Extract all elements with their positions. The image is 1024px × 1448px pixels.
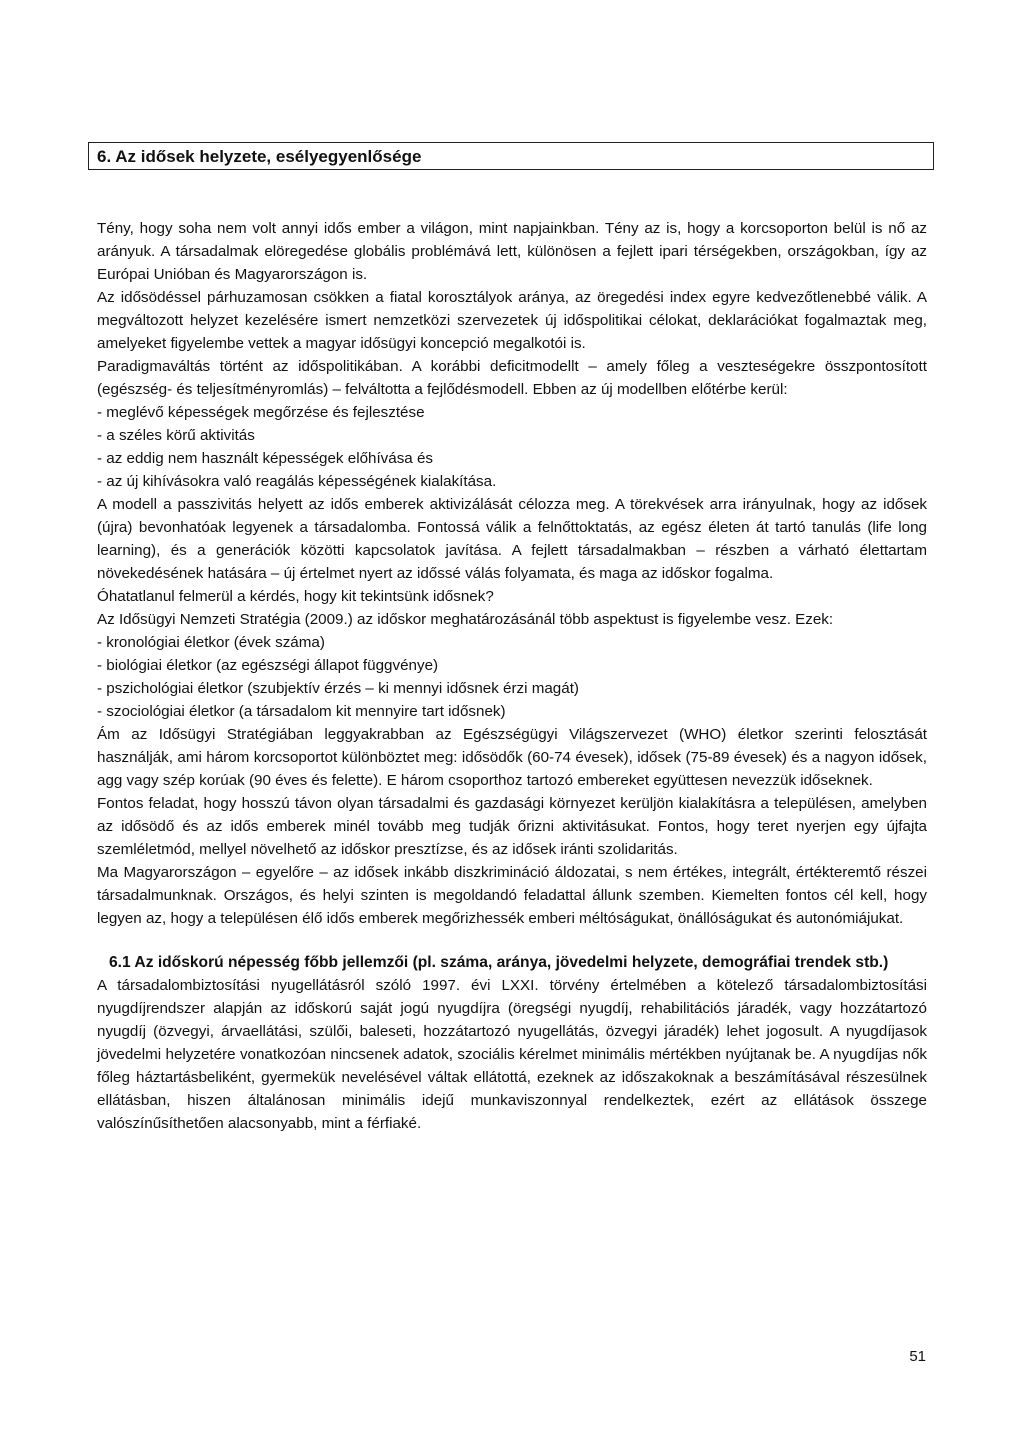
list-item: - a széles körű aktivitás [97,427,255,444]
subsection-paragraph: A társadalombiztosítási nyugellátásról szóló 1997. évi LXXI. törvény értelmében a kötelező társadalombiztosítási nyugdíjrendszer alapján az időskorú saját jogú nyugdíjra (öregségi nyugdíj, rehabilitációs járadék, vagy hozzátartozó nyugdíj (özvegyi, árvaellátási, szülői, baleseti, hozzátartozó nyugellátás, özvegyi járadék) lehet jogosult. A nyugdíjasok jövedelmi helyzetére vonatkozóan nincsenek adatok, szociális kérelmet minimális mértékben nyújtanak be. A nyugdíjas nők főleg háztartásbeliként, gyermekük nevelésével váltak ellátottá, ezeknek az időszakoknak a beszámításával részesülnek ellátásban, hiszen általánosan minimális idejű munkaviszonnyal rendelkeztek, ezért az ellátások összege valószínűsíthetően alacsonyabb, mint a férfiaké. [97,977,927,1132]
page-number: 51 [909,1348,926,1365]
paragraph: Az idősödéssel párhuzamosan csökken a fiatal korosztályok aránya, az öregedési index egyre kedvezőtlenebbé válik. A megváltozott helyzet kezelésére ismert nemzetközi szervezetek új időspolitikai célokat, deklarációkat fogalmaztak meg, amelyeket figyelembe vettek a magyar idősügyi koncepció megalkotói is. [97,289,927,352]
section-heading: 6. Az idősek helyzete, esélyegyenlősége [97,147,422,166]
paragraph: A modell a passzivitás helyett az idős emberek aktivizálását célozza meg. A törekvések arra irányulnak, hogy az idősek (újra) bevonhatóak legyenek a társadalomba. Fontossá válik a felnőttoktatás, az egész életen át tartó tanulás (life long learning), és a generációk közötti kapcsolatok javítása. A fejlett társadalmakban – részben a várható élettartam növekedésének hatására – új értelmet nyert az időssé válás folyamata, és maga az időskor fogalma. [97,496,927,582]
list-item: - pszichológiai életkor (szubjektív érzés – ki mennyi idősnek érzi magát) [97,680,579,697]
list-item: - az eddig nem használt képességek előhívása és [97,450,434,467]
paragraph: Óhatatlanul felmerül a kérdés, hogy kit tekintsünk idősnek? [97,588,494,605]
subsection-heading [97,951,927,974]
list-item: - kronológiai életkor (évek száma) [97,634,325,651]
paragraph: Fontos feladat, hogy hosszú távon olyan társadalmi és gazdasági környezet kerüljön kialakításra a településen, amelyben az idősödő és az idős emberek minél tovább meg tudják őrizni aktivitásukat. Fontos, hogy teret nyerjen egy újfajta szemléletmód, mellyel növelhető az időskor presztízse, és az idősek iránti szolidaritás. [97,795,927,858]
list-item: - szociológiai életkor (a társadalom kit mennyire tart idősnek) [97,703,506,720]
paragraph: Ám az Idősügyi Stratégiában leggyakrabban az Egészségügyi Világszervezet (WHO) életkor szerinti felosztását használják, ami három korcsoportot különböztet meg: idősödők (60-74 évesek), idősek (75-89 évesek) és a nagyon idősek, agg vagy szép korúak (90 éves és felette). E három csoporthoz tartozó embereket együttesen nevezzük időseknek. [97,726,927,789]
subsection-heading-text: 6.1 Az időskorú népesség főbb jellemzői (pl. száma, aránya, jövedelmi helyzete, demográfiai trendek stb.) [109,954,889,971]
paragraph: Tény, hogy soha nem volt annyi idős ember a világon, mint napjainkban. Tény az is, hogy a korcsoporton belül is nő az arányuk. A társadalmak elöregedése globális problémává lett, különösen a fejlett ipari térségekben, országokban, így az Európai Unióban és Magyarországon is. [97,220,927,283]
document-body [97,217,927,1135]
paragraph: Az Idősügyi Nemzeti Stratégia (2009.) az időskor meghatározásánál több aspektust is figyelembe vesz. Ezek: [97,611,834,628]
list-item: - meglévő képességek megőrzése és fejlesztése [97,404,425,421]
list-item: - biológiai életkor (az egészségi állapot függvénye) [97,657,439,674]
paragraph: Ma Magyarországon – egyelőre – az idősek inkább diszkrimináció áldozatai, s nem értékes, integrált, értékteremtő részei társadalmunknak. Országos, és helyi szinten is megoldandó feladattal állunk szemben. Kiemelten fontos cél kell, hogy legyen az, hogy a településen élő idős emberek megőrizhessék emberi méltóságukat, önállóságukat és autonómiájukat. [97,864,927,927]
section-heading-box [88,142,934,170]
list-item: - az új kihívásokra való reagálás képességének kialakítása. [97,473,497,490]
paragraph: Paradigmaváltás történt az időspolitikában. A korábbi deficitmodellt – amely főleg a veszteségekre összpontosított (egészség- és teljesítményromlás) – felváltotta a fejlődésmodell. Ebben az új modellben előtérbe kerül: [97,358,927,398]
